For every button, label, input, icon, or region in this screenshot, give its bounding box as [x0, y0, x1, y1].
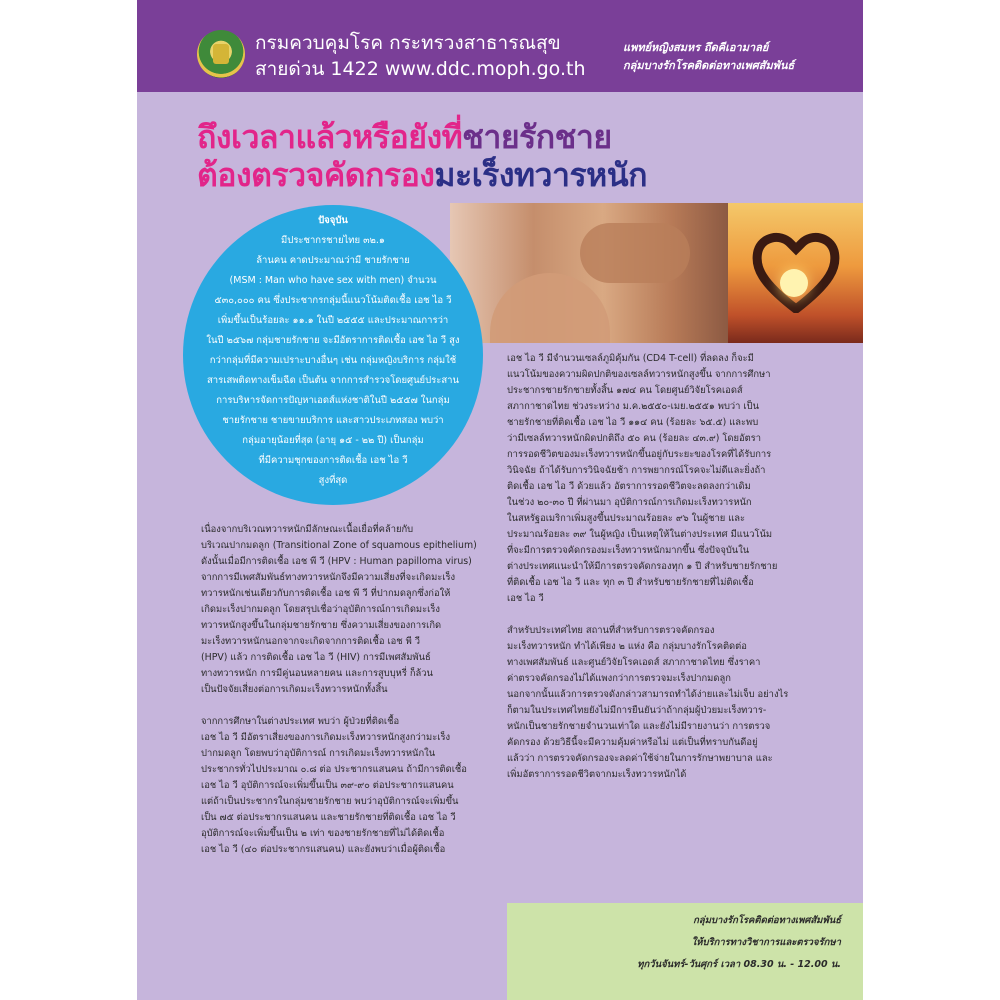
title-part: ถึงเวลาแล้วหรือยังที่ — [197, 118, 463, 156]
body-line: เอช ไอ วี มีอัตราเสี่ยงของการเกิดมะเร็งทวารหนักสูงกว่ามะเร็ง — [201, 732, 451, 743]
contact-hours: ทุกวันจันทร์-วันศุกร์ เวลา 08.30 น. - 12.00 น. — [637, 959, 841, 970]
article-column-left — [201, 522, 487, 858]
body-line: จากการมีเพศสัมพันธ์ทางทวารหนักจึงมีความเสี่ยงที่จะเกิดมะเร็ง — [201, 572, 456, 583]
body-line: หนักเป็นชายรักชายจำนวนเท่าใด และยังไม่มีรายงานว่า การตรวจ — [507, 721, 771, 732]
body-line: ปากมดลูก โดยพบว่าอุบัติการณ์ การเกิดมะเร็งทวารหนักใน — [201, 748, 436, 759]
title-part: ต้องตรวจคัดกรอง — [197, 156, 435, 194]
body-line: ที่ติดเชื้อ เอช ไอ วี และ ทุก ๓ ปี สำหรับชายรักชายที่ไม่ติดเชื้อ — [507, 577, 754, 588]
body-line: สำหรับประเทศไทย สถานที่สำหรับการตรวจคัดกรอง — [507, 625, 715, 636]
body-line — [507, 607, 817, 623]
body-line: ทางทวารหนัก การมีคู่นอนหลายคน และการสูบบุหรี่ ก็ล้วน — [201, 668, 433, 679]
article-column-right — [507, 351, 817, 783]
body-line: ประมาณร้อยละ ๓๙ ในผู้หญิง เป็นเหตุให้ในต่างประเทศ มีแนวโน้ม — [507, 529, 773, 540]
body-line: เอช ไอ วี มีจำนวนเซลล์ภูมิคุ้มกัน (CD4 T-cell) ที่ลดลง ก็จะมี — [507, 353, 754, 364]
contact-box — [507, 903, 863, 1000]
body-line: การรอดชีวิตของมะเร็งทวารหนักขึ้นอยู่กับระยะของโรคที่ได้รับการ — [507, 449, 772, 460]
circle-line: ๕๓๐,๐๐๐ คน ซึ่งประชากรกลุ่มนี้แนวโน้มติดเชื้อ เอช ไอ วี — [214, 295, 452, 306]
heart-sunset-photo — [728, 203, 863, 343]
circle-line: (MSM : Man who have sex with men) จำนวน — [229, 275, 437, 286]
body-line: สภากาชาดไทย ช่วงระหว่าง ม.ค.๒๕๕๐-เมย.๒๕๕๑ พบว่า เป็น — [507, 401, 759, 412]
body-line — [201, 698, 487, 714]
body-line: มะเร็งทวารหนักนอกจากจะเกิดจากการติดเชื้อ เอช พี วี — [201, 636, 421, 647]
contact-line: กลุ่มบางรักโรคติดต่อทางเพศสัมพันธ์ — [693, 915, 841, 926]
circle-line: สารเสพติดทางเข็มฉีด เป็นต้น จากการสำรวจโดยศูนย์ประสาน — [206, 375, 459, 386]
body-line: อุบัติการณ์จะเพิ่มขึ้นเป็น ๒ เท่า ของชายรักชายที่ไม่ได้ติดเชื้อ — [201, 828, 445, 839]
body-line: ว่ามีเซลล์ทวารหนักผิดปกติถึง ๕๐ คน (ร้อยละ ๔๓.๙) โดยอัตรา — [507, 433, 761, 444]
circle-line: เพิ่มขึ้นเป็นร้อยละ ๑๑.๑ ในปี ๒๕๕๕ และประมาณการว่า — [217, 315, 449, 326]
body-line: ทางเพศสัมพันธ์ และศูนย์วิจัยโรคเอดส์ สภากาชาดไทย ซึ่งราคา — [507, 657, 761, 668]
body-line: นอกจากนั้นแล้วการตรวจดังกล่าวสามารถทำได้ง่ายและไม่เจ็บ อย่างไร — [507, 689, 789, 700]
magazine-page — [137, 0, 863, 1000]
body-line: แนวโน้มของความผิดปกติของเซลล์ทวารหนักสูงขึ้น จากการศึกษา — [507, 369, 771, 380]
body-line: ในสหรัฐอเมริกาเพิ่มสูงขึ้นประมาณร้อยละ ๙๖ ในผู้ชาย และ — [507, 513, 746, 524]
body-line: ดังนั้นเมื่อมีการติดเชื้อ เอช พี วี (HPV : Human papilloma virus) — [201, 556, 472, 567]
title-highlight: มะเร็งทวารหนัก — [434, 156, 647, 194]
body-line: คัดกรอง ด้วยวิธีนี้จะมีความคุ้มค่าหรือไม่ แต่เป็นที่ทราบกันดีอยู่ — [507, 737, 758, 748]
circle-line: กว่ากลุ่มที่มีความเปราะบางอื่นๆ เช่น กลุ่มหญิงบริการ กลุ่มใช้ — [209, 355, 457, 366]
circle-line: ล้านคน คาดประมาณว่ามี ชายรักชาย — [256, 255, 410, 266]
circle-line: ปัจจุบัน — [318, 215, 348, 226]
body-line: ค่าตรวจคัดกรองไม่ได้แพงกว่าการตรวจมะเร็งปากมดลูก — [507, 673, 731, 684]
author-name: แพทย์หญิงสมหร ถึดคีเอามาลย์ — [623, 41, 769, 54]
body-line: เป็น ๗๕ ต่อประชากรแสนคน และชายรักชายที่ติดเชื้อ เอช ไอ วี — [201, 812, 456, 823]
body-line: ก็ตามในประเทศไทยยังไม่มีการยืนยันว่าถ้ากลุ่มผู้ป่วยมะเร็งทวาร- — [507, 705, 767, 716]
body-line: วินิจฉัย ถ้าได้รับการวินิจฉัยช้า การพยากรณ์โรคจะไม่ดีและยิ่งถ้า — [507, 465, 766, 476]
ddc-logo-icon — [197, 30, 245, 78]
circle-line: มีประชากรชายไทย ๓๒.๑ — [281, 235, 385, 246]
body-line: ต่างประเทศแนะนำให้มีการตรวจคัดกรองทุก ๑ ปี สำหรับชายรักชาย — [507, 561, 778, 572]
author-unit: กลุ่มบางรักโรคติดต่อทางเพศสัมพันธ์ — [623, 59, 795, 72]
body-line: ในช่วง ๒๐-๓๐ ปี ที่ผ่านมา อุบัติการณ์การเกิดมะเร็งทวารหนัก — [507, 497, 752, 508]
circle-line: สูงที่สุด — [318, 475, 348, 486]
body-line: ทวารหนักเช่นเดียวกับการติดเชื้อ เอช พี วี ที่ปากมดลูกซึ่งก่อให้ — [201, 588, 451, 599]
body-line: เอช ไอ วี (๔๐ ต่อประชากรแสนคน) และยังพบว่าเมื่อผู้ติดเชื้อ — [201, 844, 446, 855]
sun-icon — [780, 269, 808, 297]
body-line: ประชากรชายรักชายทั้งสิ้น ๑๗๔ คน โดยศูนย์วิจัยโรคเอดส์ — [507, 385, 743, 396]
body-line: ประชากรทั่วไปประมาณ ๐.๘ ต่อ ประชากรแสนคน ถ้ามีการติดเชื้อ — [201, 764, 467, 775]
circle-line: การบริหารจัดการปัญหาเอดส์แห่งชาติในปี ๒๕๕๗ ในกลุ่ม — [216, 395, 450, 406]
circle-line: ในปี ๒๕๖๗ กลุ่มชายรักชาย จะมีอัตราการติดเชื้อ เอช ไอ วี สูง — [206, 335, 460, 346]
body-line: เกิดมะเร็งปากมดลูก โดยสรุปเชื่อว่าอุบัติการณ์การเกิดมะเร็ง — [201, 604, 440, 615]
org-hotline: สายด่วน 1422 www.ddc.moph.go.th — [255, 58, 586, 80]
body-line: ที่จะมีการตรวจคัดกรองมะเร็งทวารหนักมากขึ้น ซึ่งปัจจุบันใน — [507, 545, 750, 556]
contact-line: ให้บริการทางวิชาการและตรวจรักษา — [691, 937, 841, 948]
body-line: เอช ไอ วี — [507, 593, 544, 604]
circle-line: ชายรักชาย ชายขายบริการ และสาวประเภทสอง พบว่า — [222, 415, 444, 426]
body-line: แล้วว่า การตรวจคัดกรองจะลดค่าใช้จ่ายในการรักษาพยาบาล และ — [507, 753, 773, 764]
article-title-line2 — [197, 150, 647, 201]
body-line: บริเวณปากมดลูก (Transitional Zone of squamous epithelium) — [201, 540, 477, 551]
body-line: ทวารหนักสูงขึ้นในกลุ่มชายรักชาย ซึ่งความเสี่ยงของการเกิด — [201, 620, 442, 631]
body-line: (HPV) แล้ว การติดเชื้อ เอช ไอ วี (HIV) การมีเพศสัมพันธ์ — [201, 652, 431, 663]
body-line: เอช ไอ วี อุบัติการณ์จะเพิ่มขึ้นเป็น ๓๙-๙๐ ต่อประชากรแสนคน — [201, 780, 454, 791]
body-line: เป็นปัจจัยเสี่ยงต่อการเกิดมะเร็งทวารหนักทั้งสิ้น — [201, 684, 388, 695]
circle-line: ที่มีความชุกของการติดเชื้อ เอช ไอ วี — [258, 455, 408, 466]
couple-photo — [450, 203, 728, 343]
circle-line: กลุ่มอายุน้อยที่สุด (อายุ ๑๕ - ๒๒ ปี) เป็นกลุ่ม — [242, 435, 424, 446]
title-highlight: ชายรักชาย — [462, 118, 612, 156]
org-name: กรมควบคุมโรค กระทรวงสาธารณสุข — [255, 32, 561, 54]
body-line: เพิ่มอัตราการรอดชีวิตจากมะเร็งทวารหนักได้ — [507, 769, 687, 780]
body-line: มะเร็งทวารหนัก ทำได้เพียง ๒ แห่ง คือ กลุ่มบางรักโรคติดต่อ — [507, 641, 747, 652]
body-line: แต่ถ้าเป็นประชากรในกลุ่มชายรักชาย พบว่าอุบัติการณ์จะเพิ่มขึ้น — [201, 796, 459, 807]
header-bar — [137, 0, 863, 92]
body-line: ชายรักชายที่ติดเชื้อ เอช ไอ วี ๑๑๔ คน (ร้อยละ ๖๕.๕) และพบ — [507, 417, 759, 428]
body-line: จากการศึกษาในต่างประเทศ พบว่า ผู้ป่วยที่ติดเชื้อ — [201, 716, 400, 727]
body-line: เนื่องจากบริเวณทวารหนักมีลักษณะเนื้อเยื่อที่คล้ายกับ — [201, 524, 414, 535]
body-line: ติดเชื้อ เอช ไอ วี ด้วยแล้ว อัตราการรอดชีวิตจะลดลงกว่าเดิม — [507, 481, 751, 492]
stats-circle — [183, 205, 483, 505]
